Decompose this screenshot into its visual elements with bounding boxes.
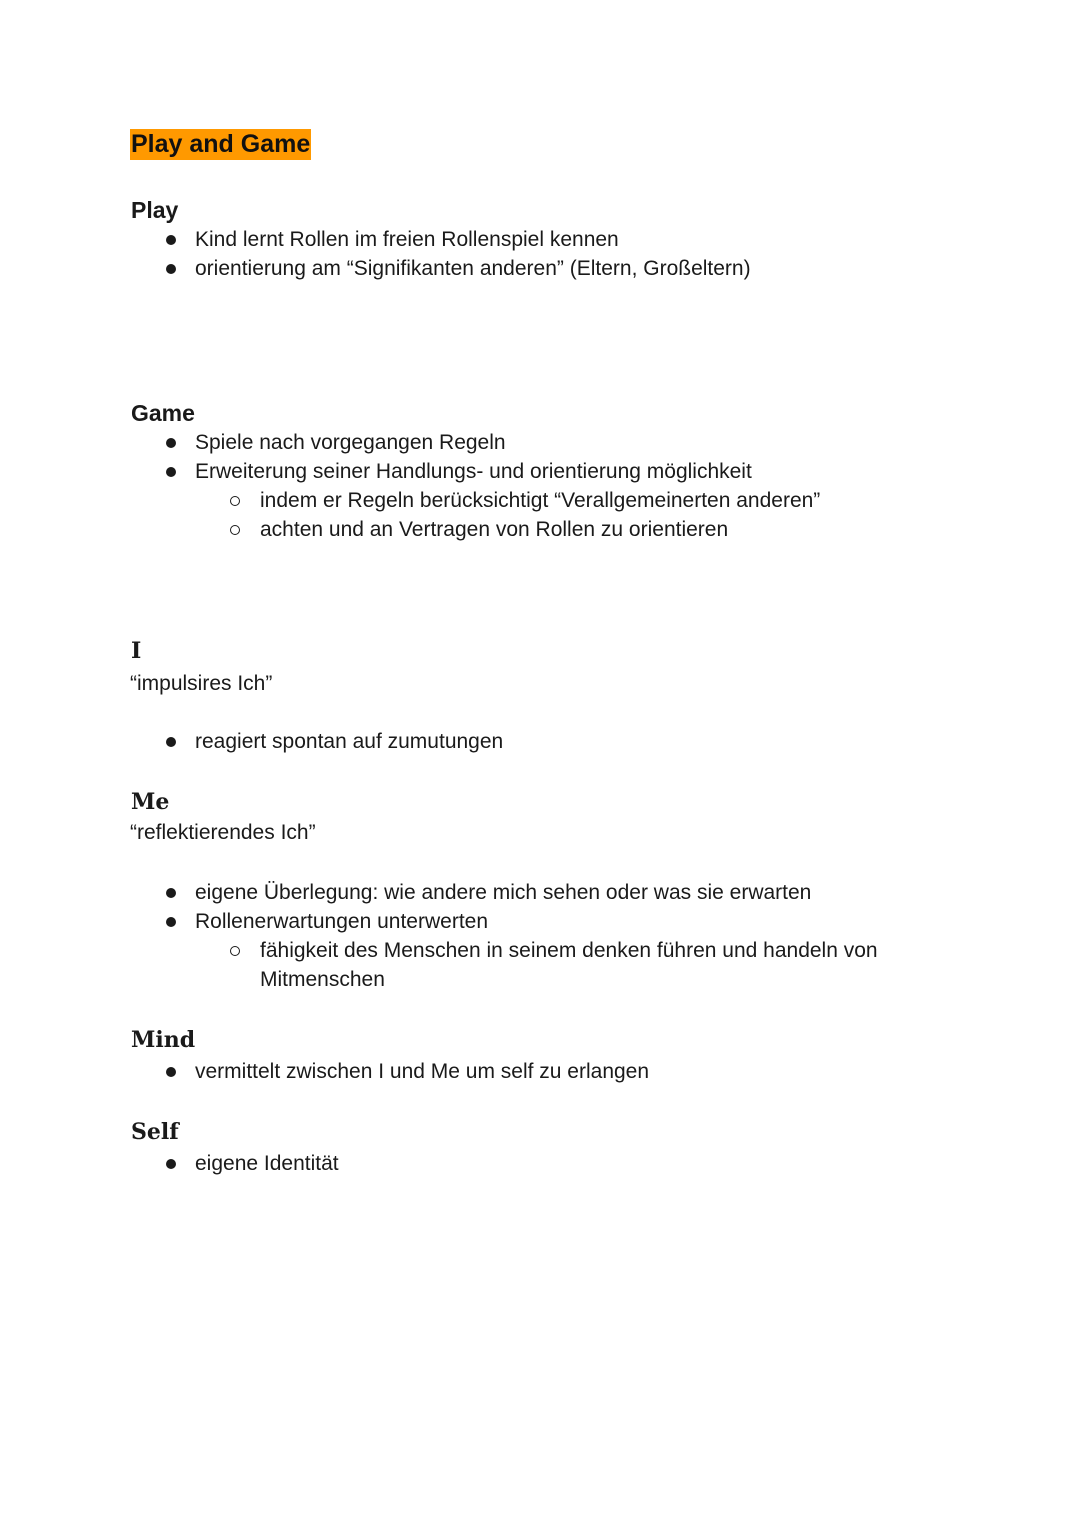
bullet-icon: [166, 917, 176, 927]
bullet-icon: [166, 467, 176, 477]
hollow-bullet-icon: [230, 525, 240, 535]
section-subtitle-me: “reflektierendes Ich”: [130, 821, 316, 844]
section-heading-mind: Mind: [131, 1027, 196, 1053]
section-heading-game: Game: [131, 400, 195, 426]
bullet-icon: [166, 888, 176, 898]
section-heading-me: Me: [131, 789, 170, 815]
bullet-icon: [166, 438, 176, 448]
bullet-icon: [166, 264, 176, 274]
bullet-icon: [166, 737, 176, 747]
section-heading-self: Self: [131, 1119, 179, 1145]
sub-list-item-continuation: Mitmenschen: [260, 968, 385, 991]
page-title: Play and Game: [131, 130, 311, 158]
bullet-icon: [166, 1159, 176, 1169]
section-heading-play: Play: [131, 197, 179, 223]
bullet-icon: [166, 235, 176, 245]
document-page: Play and Game Play Kind lernt Rollen im freien Rollenspiel kennen orientierung am “Signifikanten anderen” (Eltern, Großeltern) Game Spiele nach vorgegangen Regeln Erweiterung seiner Handlungs- und orientierung möglichkeit indem er Regeln berücksichtigt “Verallgemeinerten anderen” achten und an Vertragen von Rollen zu orientieren I “impulsires Ich” reagiert spontan auf zumutungen Me “reflektierendes Ich” eigene Überlegung: wie andere mich sehen oder was sie erwarten Rollenerwartungen unterwerten fähigkeit des Menschen in seinem denken führen und handeln von Mitmenschen Mind vermittelt zwischen I und Me um self zu erlangen Self eigene Identität: [130, 130, 878, 1175]
section-subtitle-i: “impulsires Ich”: [130, 672, 273, 695]
section-heading-i: I: [131, 638, 142, 664]
hollow-bullet-icon: [230, 946, 240, 956]
bullet-icon: [166, 1067, 176, 1077]
hollow-bullet-icon: [230, 496, 240, 506]
